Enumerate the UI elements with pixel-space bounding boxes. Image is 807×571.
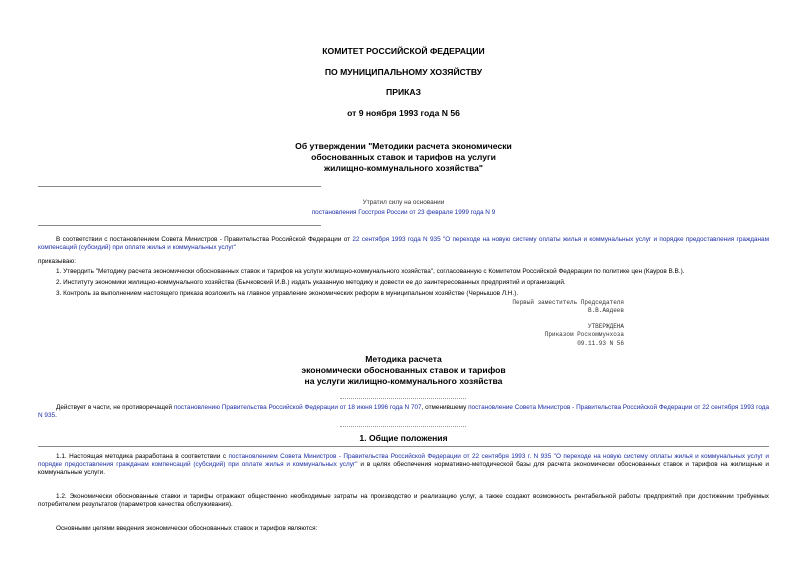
approval-label: УТВЕРЖДЕНА (587, 323, 624, 330)
order-item-2: 2. Институту экономики жилищно-коммунального хозяйства (Бычковский И.В.) издать указанную методику и довести ее до заинтересованных предприятий и организаций. (56, 279, 566, 286)
status-divider (38, 225, 321, 226)
para-1-1-link[interactable]: постановлением Совета Министров - Правительства Российской Федерации от 22 сентября 1993 г. N 935 "О переходе на новую систему оплаты жилья и коммунальных услуг и порядке предоставления гражданам компенсаций (субсидий) при оплате жилья и коммунальных услуг" (38, 453, 769, 469)
section-1-paragraph-1 (38, 453, 769, 478)
committee-name-line1: КОМИТЕТ РОССИЙСКОЙ ФЕДЕРАЦИИ (322, 46, 485, 56)
signature-position: Первый заместитель Председателя (512, 299, 624, 306)
approval-date: 09.11.93 N 56 (577, 340, 624, 347)
document-title-line3: жилищно-коммунального хозяйства" (324, 163, 483, 173)
method-title-line3: на услуги жилищно-коммунального хозяйства (304, 376, 503, 386)
section-1-paragraph-2: 1.2. Экономически обоснованные ставки и тарифы отражают общественно необходимые затраты на производство и реализацию услуг, а также создают возможность рентабельной работы предприятий при достижении требуемых потребителем результатов (параметров качества обслуживания). (38, 493, 769, 509)
signature-name: В.В.Авдеев (587, 307, 624, 314)
document-title-line2: обоснованных ставок и тарифов на услуги (311, 152, 496, 162)
document-date: от 9 ноября 1993 года N 56 (347, 108, 460, 118)
validity-text-3: . (55, 412, 57, 420)
preamble-paragraph (38, 236, 769, 252)
preamble-link[interactable]: 22 сентября 1993 года N 935 "О переходе на новую систему оплаты жилья и коммунальных услуг и порядке предоставления гражданам компенсаций (субсидий) при оплате жилья и коммунальных услуг" (38, 236, 769, 252)
validity-link-1[interactable]: постановлению Правительства Российской Федерации от 18 июня 1996 года N 707 (173, 404, 422, 411)
validity-bottom-divider (340, 426, 466, 427)
order-item-3: 3. Контроль за выполнением настоящего приказа возложить на главное управление экономических реформ в муниципальном хозяйстве (Чернышов Л.Н.). (56, 290, 519, 297)
para-1-1-text-end: и в целях обеспечения нормативно-методической базы для расчета экономически обоснованных ставок и тарифов на жилищные и коммунальные услуги. (38, 461, 769, 477)
document-type: ПРИКАЗ (386, 87, 421, 97)
committee-name-line2: ПО МУНИЦИПАЛЬНОМУ ХОЗЯЙСТВУ (324, 67, 483, 77)
validity-top-divider (340, 398, 466, 399)
method-title-line1: Методика расчета (365, 354, 442, 364)
validity-note (38, 404, 769, 420)
order-item-1: 1. Утвердить "Методику расчета экономически обоснованных ставок и тарифов на услуги жилищно-коммунального хозяйства", согласованную с Комитетом Российской Федерации по политике цен (Кауров В.В.). (56, 268, 685, 275)
method-title-line2: экономически обоснованных ставок и тарифов (301, 365, 506, 375)
section-1-divider (38, 446, 769, 447)
section-1-heading: 1. Общие положения (359, 433, 448, 443)
order-word: приказываю: (38, 258, 76, 265)
document-title-line1: Об утверждении "Методики расчета экономически (295, 141, 512, 151)
status-label: Утратил силу на основании (362, 199, 445, 206)
approval-by: Приказом Роскоммунхоза (544, 331, 624, 338)
status-link[interactable]: постановления Госстроя России от 23 февраля 1999 года N 9 (311, 209, 496, 216)
title-divider (38, 186, 321, 187)
validity-text-1: Действует в части, не противоречащей (56, 404, 174, 411)
preamble-text: В соответствии с постановлением Совета Министров - Правительства Российской Федерации от (56, 236, 353, 243)
para-1-1-text: 1.1. Настоящая методика разработана в соответствии с (56, 453, 229, 460)
section-1-paragraph-3: Основными целями введения экономически обоснованных ставок и тарифов являются: (56, 525, 318, 532)
validity-text-2: , отменившему (421, 404, 469, 411)
validity-link-2[interactable]: постановление Совета Министров - Правительства Российской Федерации от 22 сентября 1993 года N 935 (38, 404, 770, 420)
